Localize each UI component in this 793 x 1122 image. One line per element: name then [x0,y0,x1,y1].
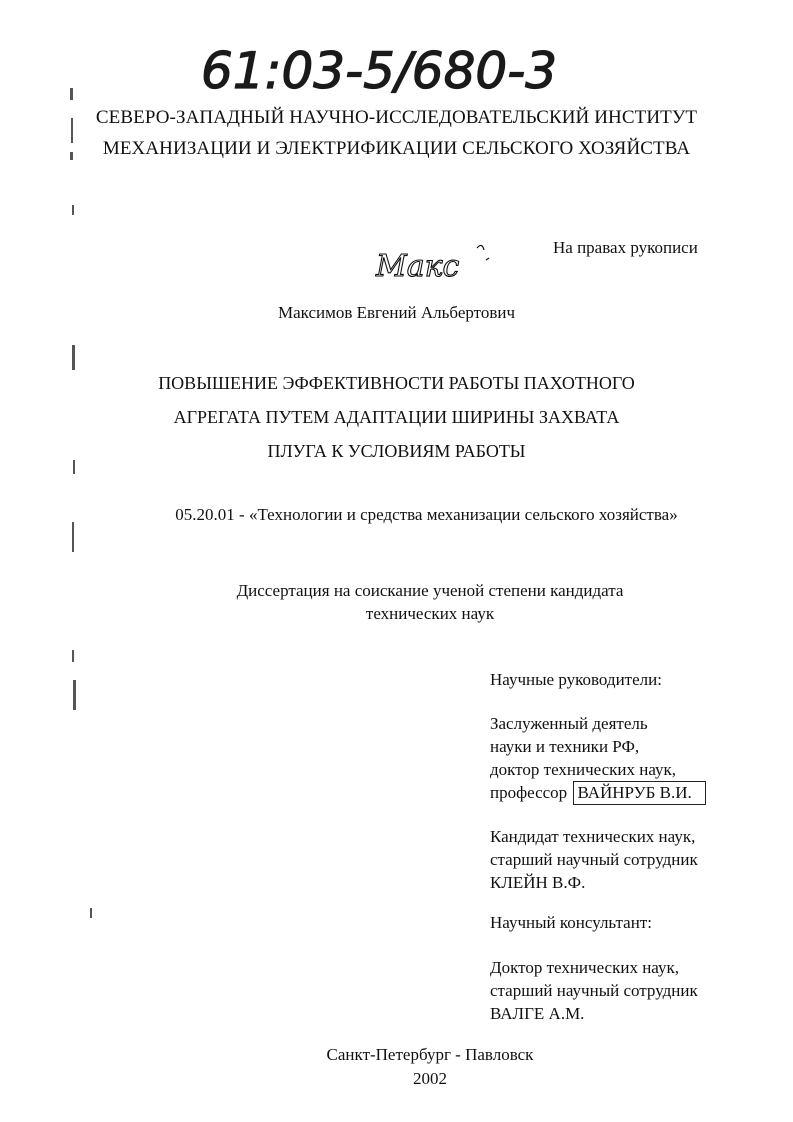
specialty-code: 05.20.01 - «Технологии и средства механизации сельского хозяйства» [175,505,678,524]
title-line-2: АГРЕГАТА ПУТЕМ АДАПТАЦИИ ШИРИНЫ ЗАХВАТА [173,407,620,427]
year: 2002 [413,1069,447,1088]
title-line-1: ПОВЫШЕНИЕ ЭФФЕКТИВНОСТИ РАБОТЫ ПАХОТНОГО [158,373,635,393]
dissertation-type [60,579,793,625]
scan-mark [72,205,74,215]
supervisor-1-name-box: ВАЙНРУБ В.И. [573,781,705,805]
scan-mark [90,908,92,918]
consultant-name: ВАЛГЕ А.М. [490,1004,585,1023]
supervisor-1 [490,712,706,805]
consultant [490,956,698,1025]
author-name: Максимов Евгений Альбертович [277,303,516,322]
rights-note: На правах рукописи [553,238,698,257]
institute-name [60,102,733,164]
dissertation-line-2: технических наук [365,604,495,623]
supervisor-1-line-3: доктор технических наук, [490,760,677,779]
consultant-line-2: старший научный сотрудник [490,981,698,1000]
supervisor-2-line-1: Кандидат технических наук, [490,827,696,846]
handwritten-number-graphic [195,40,595,100]
handwritten-number-text: 61:03-5/680-3 [201,42,558,100]
signature-text: Макс [376,249,460,284]
handwritten-inventory-number [195,40,595,100]
city: Санкт-Петербург - Павловск [326,1045,534,1064]
supervisor-2-name: КЛЕЙН В.Ф. [490,873,586,892]
scan-mark [73,680,76,710]
consultant-line-1: Доктор технических наук, [490,958,679,977]
supervisor-2-line-2: старший научный сотрудник [490,850,698,869]
institute-line-1: СЕВЕРО-ЗАПАДНЫЙ НАУЧНО-ИССЛЕДОВАТЕЛЬСКИЙ ИНСТИТУТ [95,107,698,128]
dissertation-title [60,366,733,468]
supervisor-1-role-line [490,781,706,805]
supervisor-1-line-1: Заслуженный деятель [490,714,648,733]
institute-line-2: МЕХАНИЗАЦИИ И ЭЛЕКТРИФИКАЦИИ СЕЛЬСКОГО ХОЗЯЙСТВА [102,138,691,159]
title-line-3: ПЛУГА К УСЛОВИЯМ РАБОТЫ [267,441,526,461]
supervisor-2 [490,825,698,894]
scan-mark [72,522,74,552]
supervisor-1-role: профессор [490,783,568,802]
consultant-heading: Научный консультант: [490,913,652,932]
dissertation-line-1: Диссертация на соискание ученой степени кандидата [236,581,624,600]
supervisor-1-line-2: науки и техники РФ, [490,737,640,756]
place-and-year [0,1043,793,1091]
author-signature [372,236,497,296]
scan-mark [72,650,74,662]
scan-mark [70,88,73,100]
supervisors-heading: Научные руководители: [490,670,662,689]
signature-graphic [372,236,497,296]
